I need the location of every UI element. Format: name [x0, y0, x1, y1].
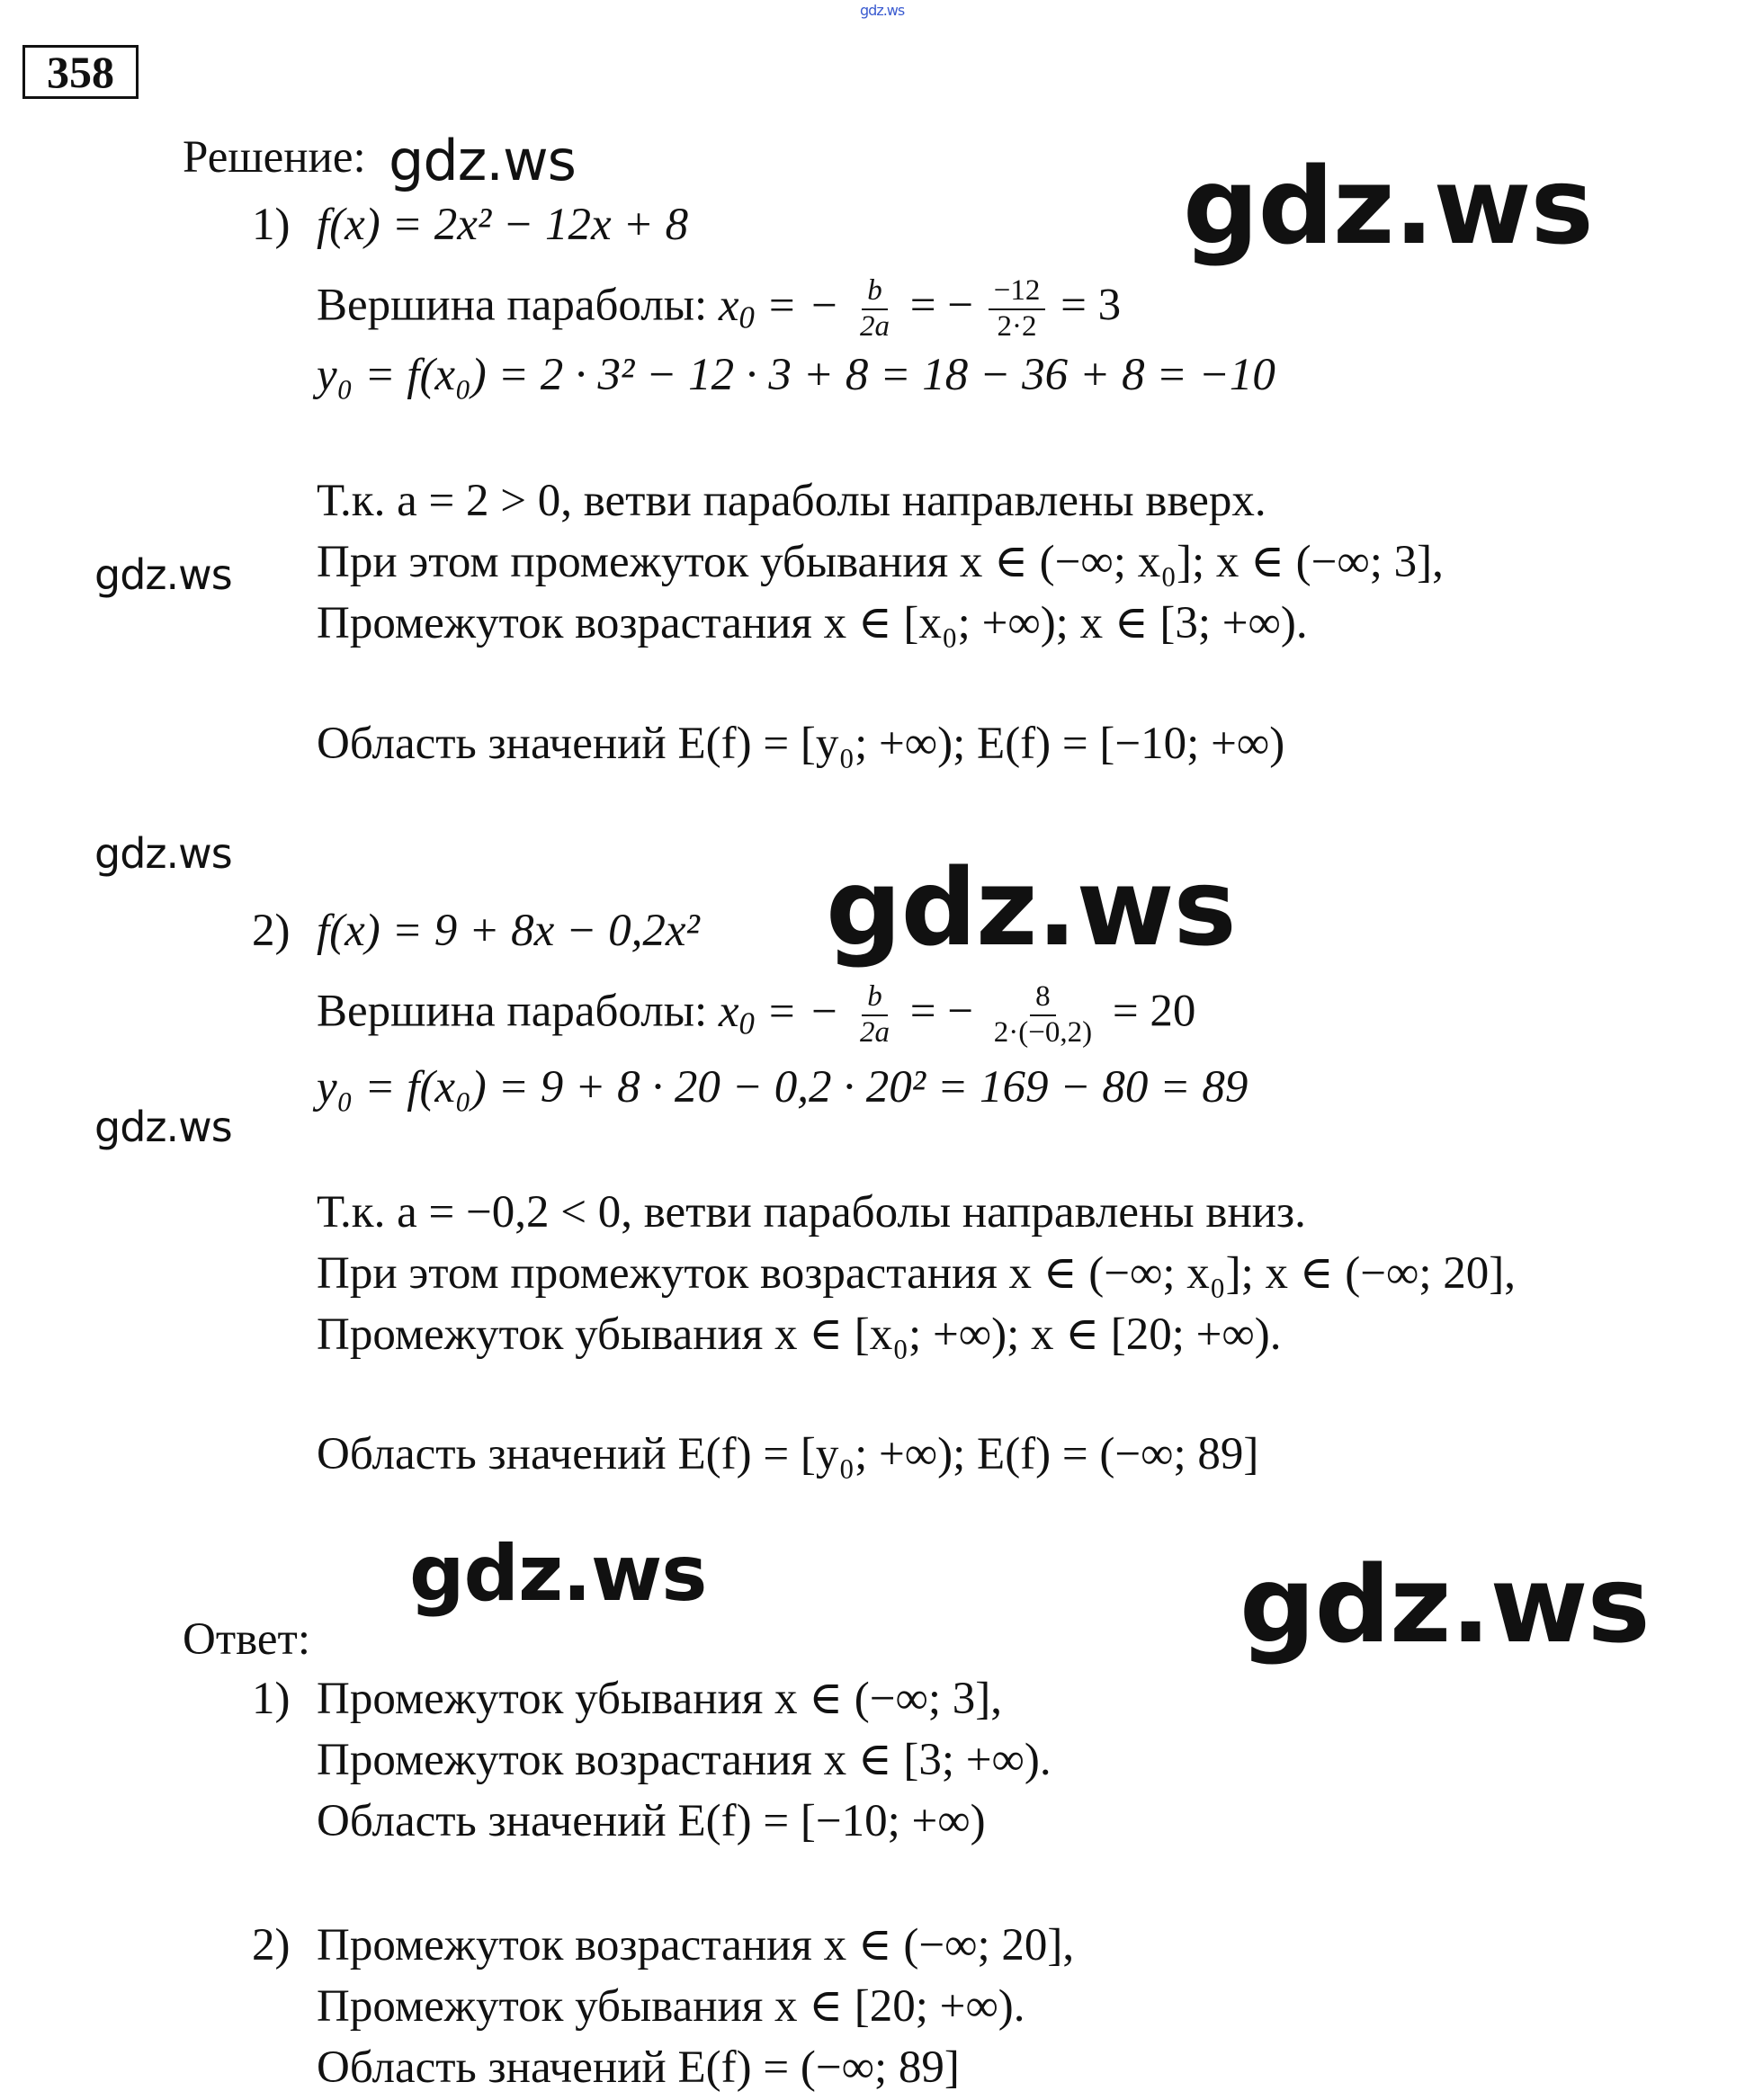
fraction-b-2a: $\frac{b}{2a}$ [859, 274, 890, 343]
part1-vertex-x-label: Вершина параболы: [317, 280, 708, 331]
part2-vertex-x-result: = 20 [1112, 986, 1196, 1037]
answer2-line3: Область значений E(f) = (−∞; 89] [317, 2042, 960, 2093]
answer-label: Ответ: [183, 1614, 310, 1665]
watermark-small-2: gdz.ws [94, 829, 232, 878]
watermark-big-2: gdz.ws [826, 845, 1236, 970]
watermark-small-1: gdz.ws [94, 550, 232, 599]
part2-increasing: При этом промежуток возрастания x ∈ (−∞; x₀]; x ∈ (−∞; 20], [317, 1248, 1516, 1299]
watermark-big-3: gdz.ws [1239, 1542, 1650, 1667]
solution-label: Решение: [183, 132, 366, 183]
part2-vertex-x: Вершина параболы: $x_0$ = − $\frac{b}{2a}$ = − $\frac{8}{2\cdot(-0,2)}$ = 20 [317, 980, 1196, 1049]
part1-vertex-x: Вершина параболы: $x_0$ = − $\frac{b}{2a}$ = − $\frac{-12}{2\cdot 2}$ = 3 [317, 274, 1122, 343]
answer1-line1: Промежуток убывания x ∈ (−∞; 3], [317, 1674, 1003, 1724]
part2-function: f(x) = 9 + 8x − 0,2x² [317, 906, 700, 956]
part2-range: Область значений E(f) = [y₀; +∞); E(f) = (−∞; 89] [317, 1429, 1259, 1479]
part1-range: Область значений E(f) = [y₀; +∞); E(f) = [−10; +∞) [317, 719, 1285, 769]
watermark-mid-1: gdz.ws [409, 1529, 707, 1619]
part2-vertex-x-label: Вершина параболы: [317, 986, 708, 1037]
part1-number: 1) [252, 200, 291, 250]
answer1-line3: Область значений E(f) = [−10; +∞) [317, 1796, 986, 1846]
watermark-inline: gdz.ws [389, 128, 576, 193]
part2-number: 2) [252, 906, 291, 956]
part1-increasing: Промежуток возрастания x ∈ [x₀; +∞); x ∈ [3; +∞). [317, 598, 1308, 648]
part1-decreasing: При этом промежуток убывания x ∈ (−∞; x₀]; x ∈ (−∞; 3], [317, 537, 1444, 587]
part1-vertex-fraction: $\frac{-12}{2\cdot 2}$ [989, 274, 1046, 344]
part2-decreasing: Промежуток убывания x ∈ [x₀; +∞); x ∈ [20; +∞). [317, 1309, 1282, 1360]
answer2-line1: Промежуток возрастания x ∈ (−∞; 20], [317, 1920, 1075, 1970]
answer1-number: 1) [252, 1674, 291, 1724]
part2-vertex-fraction: $\frac{8}{2\cdot(-0,2)}$ [993, 980, 1093, 1049]
part1-tk: Т.к. a = 2 > 0, ветви параболы направлены вверх. [317, 476, 1266, 526]
answer2-number: 2) [252, 1920, 291, 1970]
watermark-big-1: gdz.ws [1183, 144, 1593, 268]
part2-vertex-y: y₀ = f(x₀) = 9 + 8 · 20 − 0,2 · 20² = 169 − 80 = 89 [317, 1062, 1248, 1113]
problem-number: 358 [22, 45, 139, 99]
part1-vertex-y: y₀ = f(x₀) = 2 · 3² − 12 · 3 + 8 = 18 − 36 + 8 = −10 [317, 350, 1275, 400]
watermark-small-3: gdz.ws [94, 1103, 232, 1151]
part1-vertex-x-result: = 3 [1060, 280, 1122, 331]
part2-tk: Т.к. a = −0,2 < 0, ветви параболы направлены вниз. [317, 1187, 1306, 1238]
answer2-line2: Промежуток убывания x ∈ [20; +∞). [317, 1981, 1025, 2032]
watermark-top: gdz.ws [860, 2, 905, 19]
answer1-line2: Промежуток возрастания x ∈ [3; +∞). [317, 1735, 1052, 1785]
fraction-b-2a-2: $\frac{b}{2a}$ [859, 980, 890, 1049]
part1-function: f(x) = 2x² − 12x + 8 [317, 200, 689, 250]
